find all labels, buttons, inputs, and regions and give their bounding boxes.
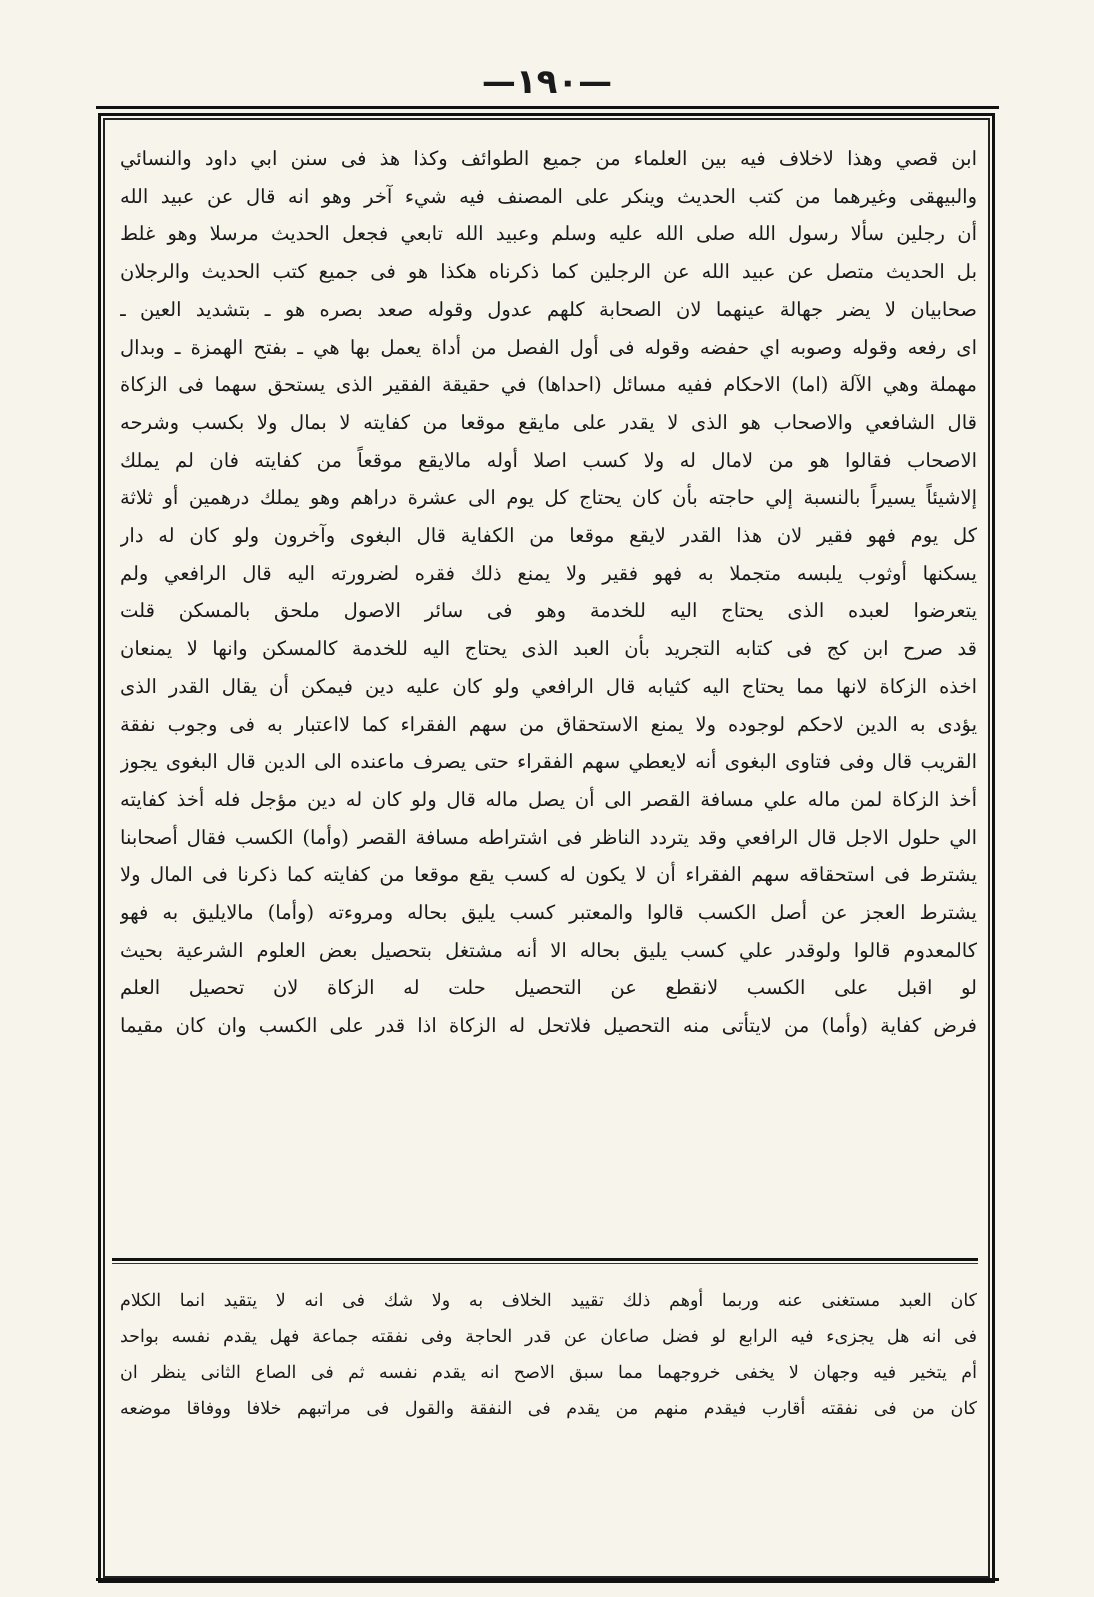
page-number: —١٩٠—: [481, 62, 613, 102]
main-text-line: القريب قال وفى فتاوى البغوى أنه لايعطي سهم الفقراء حتى يصرف ماعنده الى الدين قال البغوى يجوز: [120, 750, 977, 774]
main-text-line: فرض كفاية (وأما) من لايتأتى منه التحصيل فلاتحل له الزكاة اذا قدر على الكسب وان كان مقيما: [120, 1014, 977, 1038]
footnote-line: فى انه هل يجزىء فيه الرابع لو فضل صاعان عن قدر الحاجة وفى نفقته جماعة فهل يقدم نفسه بواحد: [120, 1327, 977, 1347]
main-text-line: يتعرضوا لعبده الذى يحتاج اليه للخدمة وهو فى سائر الاصول ملحق بالمسكن قلت: [120, 599, 977, 623]
main-text-line: مهملة وهي الآلة (اما) الاحكام ففيه مسائل (احداها) في حقيقة الفقير الذى يستحق سهما فى الزكاة: [120, 373, 977, 397]
main-text-line: الي حلول الاجل قال الرافعي وقد يتردد الناظر فى اشتراطه مسافة القصر (وأما) الكسب فقال أصحابنا: [120, 825, 977, 849]
main-text-line: الاصحاب فقالوا هو من لامال له ولا كسب اصلا أوله مالايقع موقعاً من كفايته فان لم يملك: [120, 448, 977, 472]
main-text-line: قال الشافعي والاصحاب هو الذى لا يقدر على مايقع موقعا من كفايته لا بمال ولا بكسب وشرحه: [120, 410, 977, 434]
main-text-line: أخذ الزكاة لمن ماله علي مسافة القصر الى أن يصل ماله قال ولو كان له دين مؤجل فله أخذ كفايته: [120, 787, 977, 811]
main-text-line: يؤدى به الدين لاحكم لوجوده ولا يمنع الاستحقاق من سهم الفقراء كما لااعتبار به فى وجوب نفقة: [120, 712, 977, 736]
main-text-line: اخذه الزكاة لانها مما يحتاج اليه كثيابه قال الرافعي ولو كان عليه دين فيمكن أن يقال القدر الذى: [120, 674, 977, 698]
main-text-line: كالمعدوم قالوا ولوقدر علي كسب يليق بحاله الا أنه مشتغل بتحصيل بعض العلوم الشرعية بحيث: [120, 938, 977, 962]
footnote-separator: [112, 1258, 978, 1261]
main-text-line: يسكنها أوثوب يلبسه متجملا به فهو فقير ولا يمنع ذلك فقره لضرورته اليه قال الرافعي ولم: [120, 561, 977, 585]
footnote-text: [120, 1283, 977, 1427]
main-text-line: والبيهقى وغيرهما من كتب الحديث وينكر على المصنف فيه شيء آخر وهو انه قال عن عبيد الله: [120, 184, 977, 208]
main-text-line: ابن قصي وهذا لاخلاف فيه بين العلماء من جميع الطوائف وكذا هذ فى سنن ابي داود والنسائي: [120, 147, 977, 170]
main-text-line: يشترط فى استحقاقه سهم الفقراء أن لا يكون له كسب يقع موقعا من كفايته كما ذكرنا فى المال ولا: [120, 863, 977, 887]
main-text-line: قد صرح ابن كج فى كتابه التجريد بأن العبد الذى يحتاج اليه للخدمة كالمسكن وانها لا يمنعان: [120, 637, 977, 661]
main-text-line: لو اقبل على الكسب لانقطع عن التحصيل حلت له الزكاة لان تحصيل العلم: [120, 976, 977, 1000]
main-text-line: إلاشيئاً يسيراً بالنسبة إلي حاجته بأن كان يحتاج كل يوم الى عشرة دراهم وهو يملك درهمين أو ثلاثة: [120, 486, 977, 510]
main-text-line: يشترط العجز عن أصل الكسب قالوا والمعتبر كسب يليق بحاله ومروءته (وأما) مالايليق به فهو: [120, 901, 977, 925]
footnote-line: كان من فى نفقته أقارب فيقدم منهم من يقدم فى النفقة والقول فى مراتبهم خلافا ووفاقا موضعه: [120, 1399, 977, 1419]
top-rule: [96, 106, 999, 109]
footnote-line: كان العبد مستغنى عنه وربما أوهم ذلك تقييد الخلاف به ولا شك فى انه لا يتقيد انما الكلام: [120, 1291, 977, 1311]
main-text-line: اى رفعه وقوله وصوبه اي حفضه وقوله فى أول الفصل من أداة يعمل بها هي ـ بفتح الهمزة ـ وبدال: [120, 335, 977, 359]
footnote-line: أم يتخير فيه وجهان لا يخفى خروجهما مما سبق الاصح انه يقدم نفسه ثم فى الصاع الثانى ينظر ان: [120, 1363, 977, 1383]
main-text-line: أن رجلين سألا رسول الله صلى الله عليه وسلم وعبيد الله تابعي فجعل الحديث مرسلا وهو غلط: [120, 222, 977, 246]
main-text-line: صحابيان لا يضر جهالة عينهما لان الصحابة كلهم عدول وقوله صعد بصره هو ـ بتشديد العين ـ: [120, 297, 977, 321]
main-text-line: بل الحديث متصل عن عبيد الله عن الرجلين كما ذكرناه هكذا هو فى جميع كتب الحديث والرجلان: [120, 260, 977, 284]
main-text: [120, 140, 977, 1045]
main-text-line: كل يوم فهو فقير لان هذا القدر لايقع موقعا من الكفاية قال البغوى وآخرون ولو كان له دار: [120, 524, 977, 548]
footnote-separator-thin: [112, 1263, 978, 1264]
bottom-rule: [96, 1578, 999, 1581]
